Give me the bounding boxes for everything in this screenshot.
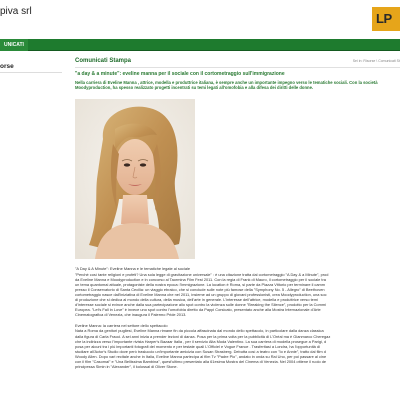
text-line: "Perché così tante religioni e profeti? Una sola legge di gravitazione universale" : è una citazione tratta dal cortometraggio "A Day & a Minute", prod (75, 271, 329, 277)
paragraph-intro (75, 266, 400, 317)
sidebar-title: orse (0, 63, 14, 70)
main-content (75, 58, 400, 369)
nav-item-comunicati[interactable]: UNICATI (0, 39, 28, 51)
article-photo (75, 99, 195, 259)
logo-text[interactable]: piva srl (0, 6, 32, 17)
text-line: Nata a Roma da genitori pugliesi, Eveline Manna rimane fin da piccola affascinata dal mondo dello spettacolo, in particolare dalla danza classica (75, 328, 324, 334)
text-line: di produzione che si dedica al mondo della cultura, della musica, dell'arte in generale. L'interesse dell'attrice, modella e produttrice verso temi (75, 296, 318, 302)
breadcrumb[interactable]: Sei in: Risorse \ Comunicati St (352, 59, 400, 63)
text-line: dalla figura di Carla Fracci. A sei anni inizia a prender lezioni di danza. Posa per la prima volta per la pubblicità di L'Oréal ma è Gianmarco Cheregaz (75, 333, 331, 339)
article-lead: Nella carriera di Eveline Manna , attrice, modella e produttrice italiana, è sempre anche un importante impegno verso le tematiche sociali. Con la società Moodyproduction, ha spesso realizzato progetti incentrati su temi legati all'omofobia e alla difesa dei diritti delle donne. (75, 80, 378, 91)
sidebar-divider (0, 72, 62, 73)
text-line: un tema quantomai attuale, protagoniste della nostra epoca: l'immigrazione. La location è Roma, si parte da Piazza Vittorio per terminare il camm (75, 281, 326, 287)
text-line: principessa Simin in "Alexander", il kolossal di Oliver Stone. (75, 364, 178, 370)
text-line: da Eveline Manna e Moodyproduction e in concorso al Taormina Film Fest 2011. Con la regia di Frank di Mauro, il cortometraggio per il sociale tra (75, 276, 326, 282)
site-header (0, 0, 400, 38)
text-line: posa per alcuni tra i più importanti fotografi del momento e per testate quali L'Officiel e Vogue France . Trasferitasi a Londra, ha l'opportunità di (75, 343, 320, 349)
section-divider (75, 67, 400, 68)
text-line: presso il Conservatorio di Santa Cecilia: un viaggio ebraico, che si conclude sulle note più famose della "Symphony No. 5 - Allegro" di Beethoven (75, 286, 325, 292)
section-header (75, 58, 400, 64)
text-line: con il film "Casomai" e "Una Bellissima Bambina", quest'ultimo presentato alla 61esima Mostra del Cinema di Venezia. Nel 2004 ottiene il ruolo de (75, 359, 327, 364)
text-line: cortometraggio nasce dall'iniziativa di Eveline Manna che nel 2011, insieme ad un gruppo di giovani professionisti, crea Moodyproduction, una soc (75, 291, 327, 297)
text-line: studiare all'Actor's Studio dove però trasluccio un'importante amicizia con Susan Strasberg. Debutta così a teatro con "Io e Annie", tratto dal film d (75, 348, 326, 354)
text-line: che la indirizza verso l'importante rivista Harper's Bazaar Italia , per il servizio Alta Moda Valentino. La sua carriera di modella prosegue a Parigi, d (75, 338, 327, 344)
section-title: Comunicati Stampa (75, 58, 132, 64)
paragraph-heading: Eveline Manna: la carriera nel settore dello spettacolo (75, 323, 168, 329)
text-line: Cinematografica di Venezia, che inaugura il Palermo Pride 2013. (75, 312, 187, 318)
text-line: Europea. "Let's Fall in Love" è invece uno spot contro l'omofobia diretto da Pappi Corsicato, presentato anche alla Mostra Internazionale d'Arte (75, 307, 321, 313)
text-line: "A Day & A Minute": Eveline Manna e le tematiche legate al sociale (75, 266, 191, 272)
paragraph-career (75, 323, 400, 369)
article-title: "a day & a minute": eveline manna per il sociale con il cortometraggio sull'immigrazione (75, 71, 285, 77)
text-line: Woody Allen. Dopo vari recitale anche in Italia, Eveline Manna partecipa al film Tv "Padre Pio", andato in onda su Rai Uno, per poi passare al cine (75, 353, 327, 359)
text-line: d'interesse sociale si evince anche dalla sua partecipazione allo spot contro la violenza sulle donne "Breaking the Silence", prodotto per la Commi (75, 302, 326, 308)
main-navigation (0, 39, 400, 51)
logo-mark[interactable]: LP (372, 7, 400, 31)
